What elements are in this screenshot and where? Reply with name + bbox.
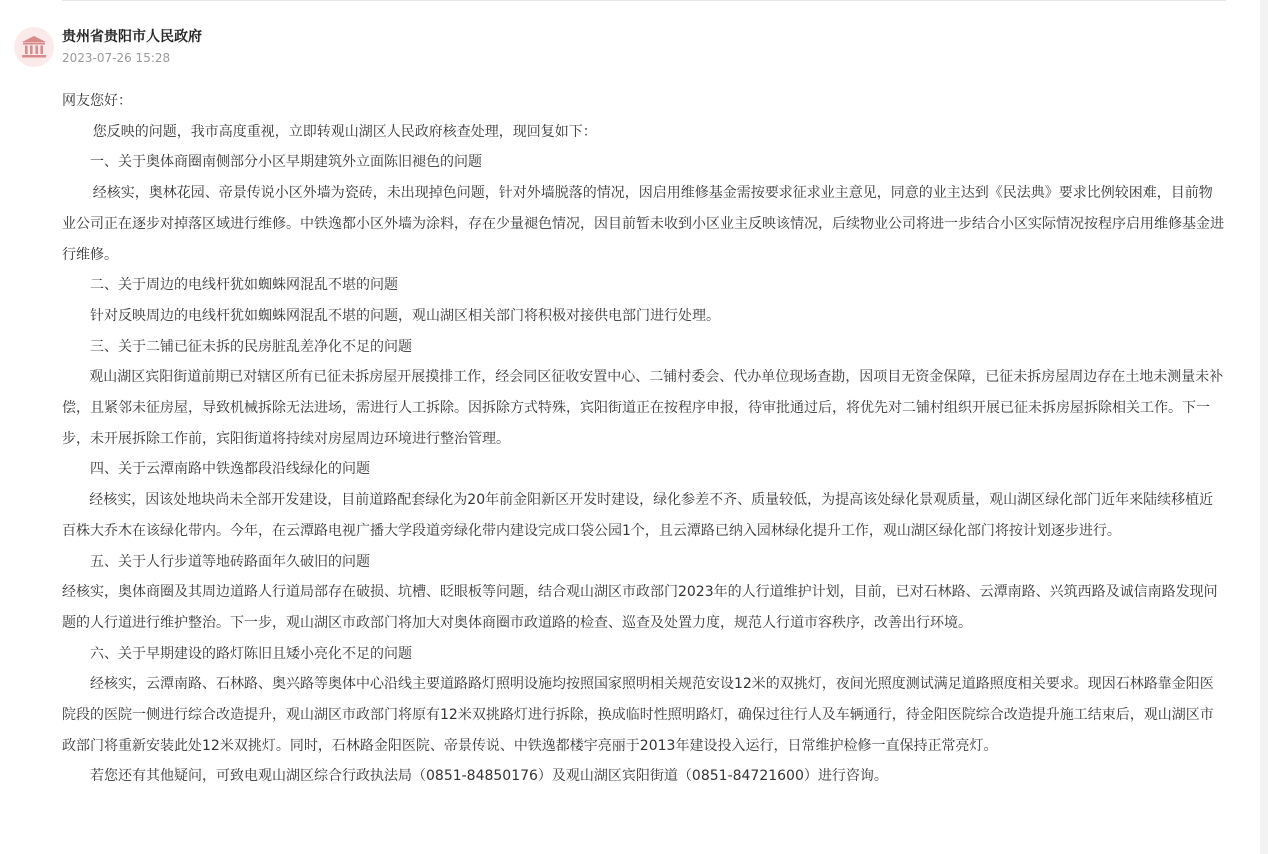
section-body-2: 针对反映周边的电线杆犹如蜘蛛网混乱不堪的问题，观山湖区相关部门将积极对接供电部门进行处理。 xyxy=(90,307,720,324)
reply-author: 贵州省贵阳市人民政府 xyxy=(62,29,202,45)
closing-paragraph: 若您还有其他疑问，可致电观山湖区综合行政执法局（0851-84850176）及观山湖区宾阳街道（0851-84721600）进行咨询。 xyxy=(90,768,888,785)
section-body-5: 经核实，奥体商圈及其周边道路人行道局部存在破损、坑槽、眨眼板等问题，结合观山湖区市政部门2023年的人行道维护计划，目前，已对石林路、云潭南路、兴筑西路及诚信南路发现问题的人行道进行维护整治。下一步，观山湖区市政部门将加大对奥体商圈市政道路的检查、巡查及处置力度，规范人行道市容秩序，改善出行环境。 xyxy=(62,584,1218,631)
greeting: 网友您好： xyxy=(62,93,132,109)
section-body-1: 经核实，奥林花园、帝景传说小区外墙为瓷砖，未出现掉色问题，针对外墙脱落的情况，因启用维修基金需按要求征求业主意见，同意的业主达到《民法典》要求比例较困难，目前物业公司正在逐步对掉落区域进行维修。中铁逸都小区外墙为涂料，存在少量褪色情况，因目前暂未收到小区业主反映该情况，后续物业公司将进一步结合小区实际情况按程序启用维修基金进行维修。 xyxy=(62,185,1224,263)
section-heading-4: 四、关于云潭南路中铁逸都段沿线绿化的问题 xyxy=(90,461,370,478)
reply-content xyxy=(62,86,1226,792)
section-heading-6: 六、关于早期建设的路灯陈旧且矮小亮化不足的问题 xyxy=(90,645,412,662)
section-body-4: 经核实，因该处地块尚未全部开发建设，目前道路配套绿化为20年前金阳新区开发时建设，绿化参差不齐、质量较低，为提高该处绿化景观质量，观山湖区绿化部门近年来陆续移植近百株大乔木在该绿化带内。今年，在云潭路电视广播大学段道旁绿化带内建设完成口袋公园1个，且云潭路已纳入园林绿化提升工作，观山湖区绿化部门将按计划逐步进行。 xyxy=(62,492,1214,539)
intro-paragraph: 您反映的问题，我市高度重视，立即转观山湖区人民政府核查处理，现回复如下： xyxy=(92,123,597,140)
avatar xyxy=(14,27,54,67)
reply-date: 2023-07-26 15:28 xyxy=(62,51,171,65)
top-divider xyxy=(62,0,1226,1)
government-building-icon xyxy=(21,35,47,59)
section-body-6: 经核实，云潭南路、石林路、奥兴路等奥体中心沿线主要道路路灯照明设施均按照国家照明相关规范安设12米的双挑灯，夜间光照度测试满足道路照度相关要求。现因石林路靠金阳医院段的医院一侧进行综合改造提升，观山湖区市政部门将原有12米双挑路灯进行拆除，换成临时性照明路灯，确保过往行人及车辆通行，待金阳医院综合改造提升施工结束后，观山湖区市政部门将重新安装此处12米双挑灯。同时，石林路金阳医院、帝景传说、中铁逸都楼宇亮丽于2013年建设投入运行，日常维护检修一直保持正常亮灯。 xyxy=(62,676,1214,754)
section-heading-3: 三、关于二铺已征未拆的民房脏乱差净化不足的问题 xyxy=(90,338,412,355)
section-body-3: 观山湖区宾阳街道前期已对辖区所有已征未拆房屋开展摸排工作，经会同区征收安置中心、二铺村委会、代办单位现场查勘，因项目无资金保障，已征未拆房屋周边存在土地未测量未补偿，且紧邻未征房屋，导致机械拆除无法进场，需进行人工拆除。因拆除方式特殊，宾阳街道正在按程序申报，待审批通过后，将优先对二铺村组织开展已征未拆房屋拆除相关工作。下一步，未开展拆除工作前，宾阳街道将持续对房屋周边环境进行整治管理。 xyxy=(62,369,1224,447)
section-heading-1: 一、关于奥体商圈南侧部分小区早期建筑外立面陈旧褪色的问题 xyxy=(90,154,482,171)
page-scrollbar[interactable] xyxy=(1260,0,1268,854)
section-heading-2: 二、关于周边的电线杆犹如蜘蛛网混乱不堪的问题 xyxy=(90,277,398,294)
section-heading-5: 五、关于人行步道等地砖路面年久破旧的问题 xyxy=(90,553,370,570)
